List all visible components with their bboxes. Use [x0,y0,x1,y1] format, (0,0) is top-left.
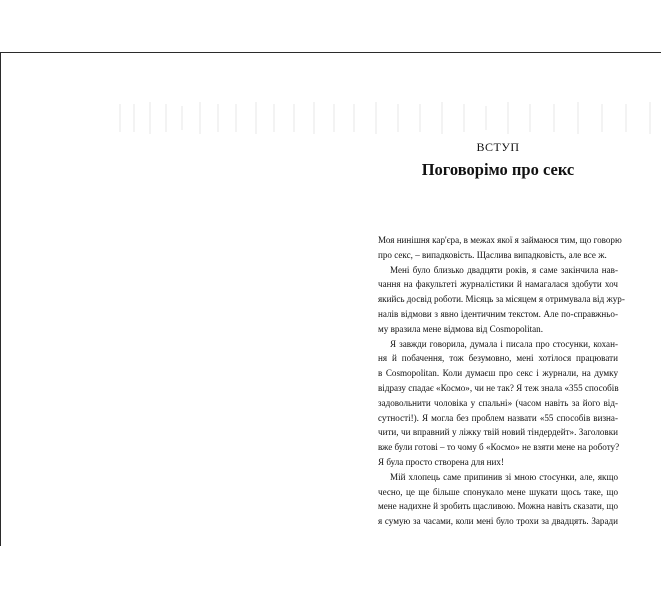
text-line: му вразила мене відмова від Cosmopolitan. [378,323,543,334]
text-line: налів відмови з явно ідентичним текстом. Але по-справжньо- [378,308,618,319]
text-line: про секс, – випадковість. Щаслива випадковість, але все ж. [378,249,607,260]
text-line: задовольнити чоловіка у спальні» (часом навіть за його від- [378,397,618,408]
top-page-edge [0,52,661,53]
text-line: чити, чи вправний у ліжку твій новий тіндердейт». Заголовки [378,427,618,438]
text-line: відразу спадає «Космо», чи не так? Я теж знала «355 способів [378,382,619,393]
left-page-edge [0,52,1,546]
text-line: чесно, це ще більше спонукало мене шукати щось таке, що [378,486,618,497]
text-line: сутності!). Я могла без проблем назвати «55 способів визна- [378,412,618,423]
text-line: в Cosmopolitan. Коли думаєш про секс і журнали, на думку [378,368,618,379]
text-line: Я завжди говорила, думала і писала про стосунки, кохан- [390,338,618,349]
text-line: Мені було близько двадцяти років, я саме закінчила нав- [390,264,618,275]
text-line: Я була просто створена для них! [378,456,504,467]
bleed-through-decoration [110,98,661,138]
text-line: чання на факультеті журналістики й намагалася здобути хоч [378,279,618,290]
text-line: Мій хлопець саме припинив зі мною стосунки, але, якщо [390,471,618,482]
text-line: мене надихне й зробить щасливою. Можна навіть сказати, що [378,501,618,512]
text-line: я сумую за часами, коли мені було трохи за двадцять. Заради [378,516,618,527]
text-line: Моя нинішня кар'єра, в межах якої я займаюся тим, що говорю [378,235,622,245]
chapter-label: ВСТУП [476,140,520,154]
text-line: якийсь досвід роботи. Місяць за місяцем я отримувала від жур- [378,294,625,305]
body-text [378,233,625,529]
text-line: вже були готові – то чому б «Космо» не взяти мене на роботу? [378,442,620,453]
text-line: ня й побачення, тож безумовно, мені хотілося працювати [378,353,618,364]
chapter-title: Поговорімо про секс [421,160,575,179]
